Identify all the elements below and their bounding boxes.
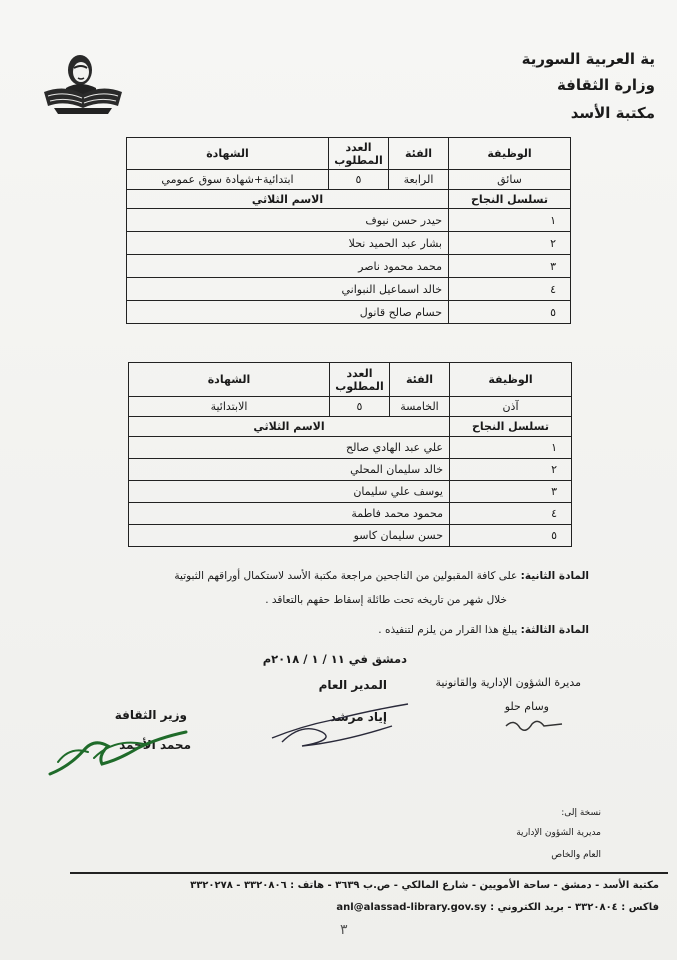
row-name: محمد محمود ناصر [127, 255, 449, 278]
certificate-value: الابتدائية [129, 397, 330, 417]
row-name: بشار عبد الحميد نحلا [127, 232, 449, 255]
col-count: العدد المطلوب [329, 138, 389, 170]
article-three-label: المادة الثالثة: [520, 624, 589, 636]
col-serial: تسلسل النجاح [450, 417, 572, 437]
general-director-signature [262, 700, 412, 752]
row-serial: ٥ [449, 301, 571, 324]
minister-signature [44, 722, 194, 782]
row-serial: ١ [449, 209, 571, 232]
header-ministry: وزارة الثقافة [556, 76, 655, 94]
table-row [129, 503, 572, 525]
row-serial: ٣ [449, 255, 571, 278]
row-name: خالد اسماعيل النبواني [127, 278, 449, 301]
table-row [129, 437, 572, 459]
footer-divider [70, 872, 668, 874]
row-name: حسام صالح قانول [127, 301, 449, 324]
header-country: ية العربية السورية [521, 50, 655, 68]
general-director-name: إياد مرشد [329, 710, 387, 724]
row-name: يوسف علي سليمان [129, 481, 450, 503]
row-name: حيدر حسن نيوف [127, 209, 449, 232]
table-row [129, 525, 572, 547]
row-serial: ٢ [449, 232, 571, 255]
col-full-name: الاسم الثلاثي [127, 190, 449, 209]
minister-title: وزير الثقافة [114, 708, 187, 722]
col-category: الفئة [389, 138, 449, 170]
library-logo-emblem [40, 48, 126, 120]
table-info-row [129, 397, 572, 417]
table-row [127, 301, 571, 324]
count-value: ٥ [330, 397, 390, 417]
general-director-title: المدير العام [318, 678, 387, 692]
row-serial: ٥ [450, 525, 572, 547]
row-serial: ٤ [450, 503, 572, 525]
table-row [127, 278, 571, 301]
header-library: مكتبة الأسد [570, 104, 655, 122]
admin-director-signature [500, 712, 570, 736]
cc-title: نسخة إلى: [561, 808, 601, 818]
col-certificate: الشهادة [127, 138, 329, 170]
table-row [127, 255, 571, 278]
footer-contact [336, 902, 659, 913]
row-name: علي عبد الهادي صالح [129, 437, 450, 459]
category-value: الخامسة [390, 397, 450, 417]
row-name: خالد سليمان المحلي [129, 459, 450, 481]
article-two-text: على كافة المقبولين من الناجحين مراجعة مكتبة الأسد لاستكمال أوراقهم الثبوتية [174, 570, 518, 582]
page-number-mark: ٣ [340, 922, 348, 938]
row-name: حسن سليمان كاسو [129, 525, 450, 547]
results-table-janitor [128, 362, 572, 547]
table-subheader-row [129, 417, 572, 437]
decision-date: دمشق في ١١ / ١ / ٢٠١٨م [262, 652, 407, 666]
results-table-driver [126, 137, 571, 324]
col-category: الفئة [390, 363, 450, 397]
table-info-row [127, 170, 571, 190]
table-row [129, 481, 572, 503]
category-value: الرابعة [389, 170, 449, 190]
row-serial: ٢ [450, 459, 572, 481]
table-header-row [129, 363, 572, 397]
admin-director-title: مديرة الشؤون الإدارية والقانونية [435, 676, 581, 689]
col-job: الوظيفة [450, 363, 572, 397]
col-full-name: الاسم الثلاثي [129, 417, 450, 437]
table-header-row [127, 138, 571, 170]
col-job: الوظيفة [449, 138, 571, 170]
footer-address: مكتبة الأسد - دمشق - ساحة الأمويين - شارع المالكي - ص.ب ٣٦٣٩ - هاتف : ٣٣٢٠٨٠٦ - ٣٣٢٠٢٧٨ [190, 880, 659, 891]
article-two-label: المادة الثانية: [520, 570, 589, 582]
cc-line2: العام والخاص [551, 850, 601, 860]
table-row [127, 209, 571, 232]
minister-name: محمد الأحمد [119, 738, 191, 752]
col-serial: تسلسل النجاح [449, 190, 571, 209]
cc-line1: مديرية الشؤون الإدارية [516, 828, 601, 838]
article-two-line2: خلال شهر من تاريخه تحت طائلة إسقاط حقهم بالتعاقد . [265, 594, 507, 606]
article-three-text: يبلغ هذا القرار من يلزم لتنفيذه . [378, 624, 518, 636]
row-name: محمود محمد فاطمة [129, 503, 450, 525]
footer-email[interactable]: anl@alassad-library.gov.sy [336, 902, 487, 913]
row-serial: ٣ [450, 481, 572, 503]
row-serial: ١ [450, 437, 572, 459]
footer-fax: فاكس : ٣٣٢٠٨٠٤ - بريد الكتروني : [490, 902, 659, 913]
table-row [129, 459, 572, 481]
job-value: سائق [449, 170, 571, 190]
col-count: العدد المطلوب [330, 363, 390, 397]
certificate-value: ابتدائية+شهادة سوق عمومي [127, 170, 329, 190]
col-certificate: الشهادة [129, 363, 330, 397]
row-serial: ٤ [449, 278, 571, 301]
table-row [127, 232, 571, 255]
job-value: آذن [450, 397, 572, 417]
table-subheader-row [127, 190, 571, 209]
article-three [378, 624, 589, 636]
count-value: ٥ [329, 170, 389, 190]
admin-director-name: وسام حلو [504, 700, 549, 713]
article-two-line1 [174, 570, 589, 582]
